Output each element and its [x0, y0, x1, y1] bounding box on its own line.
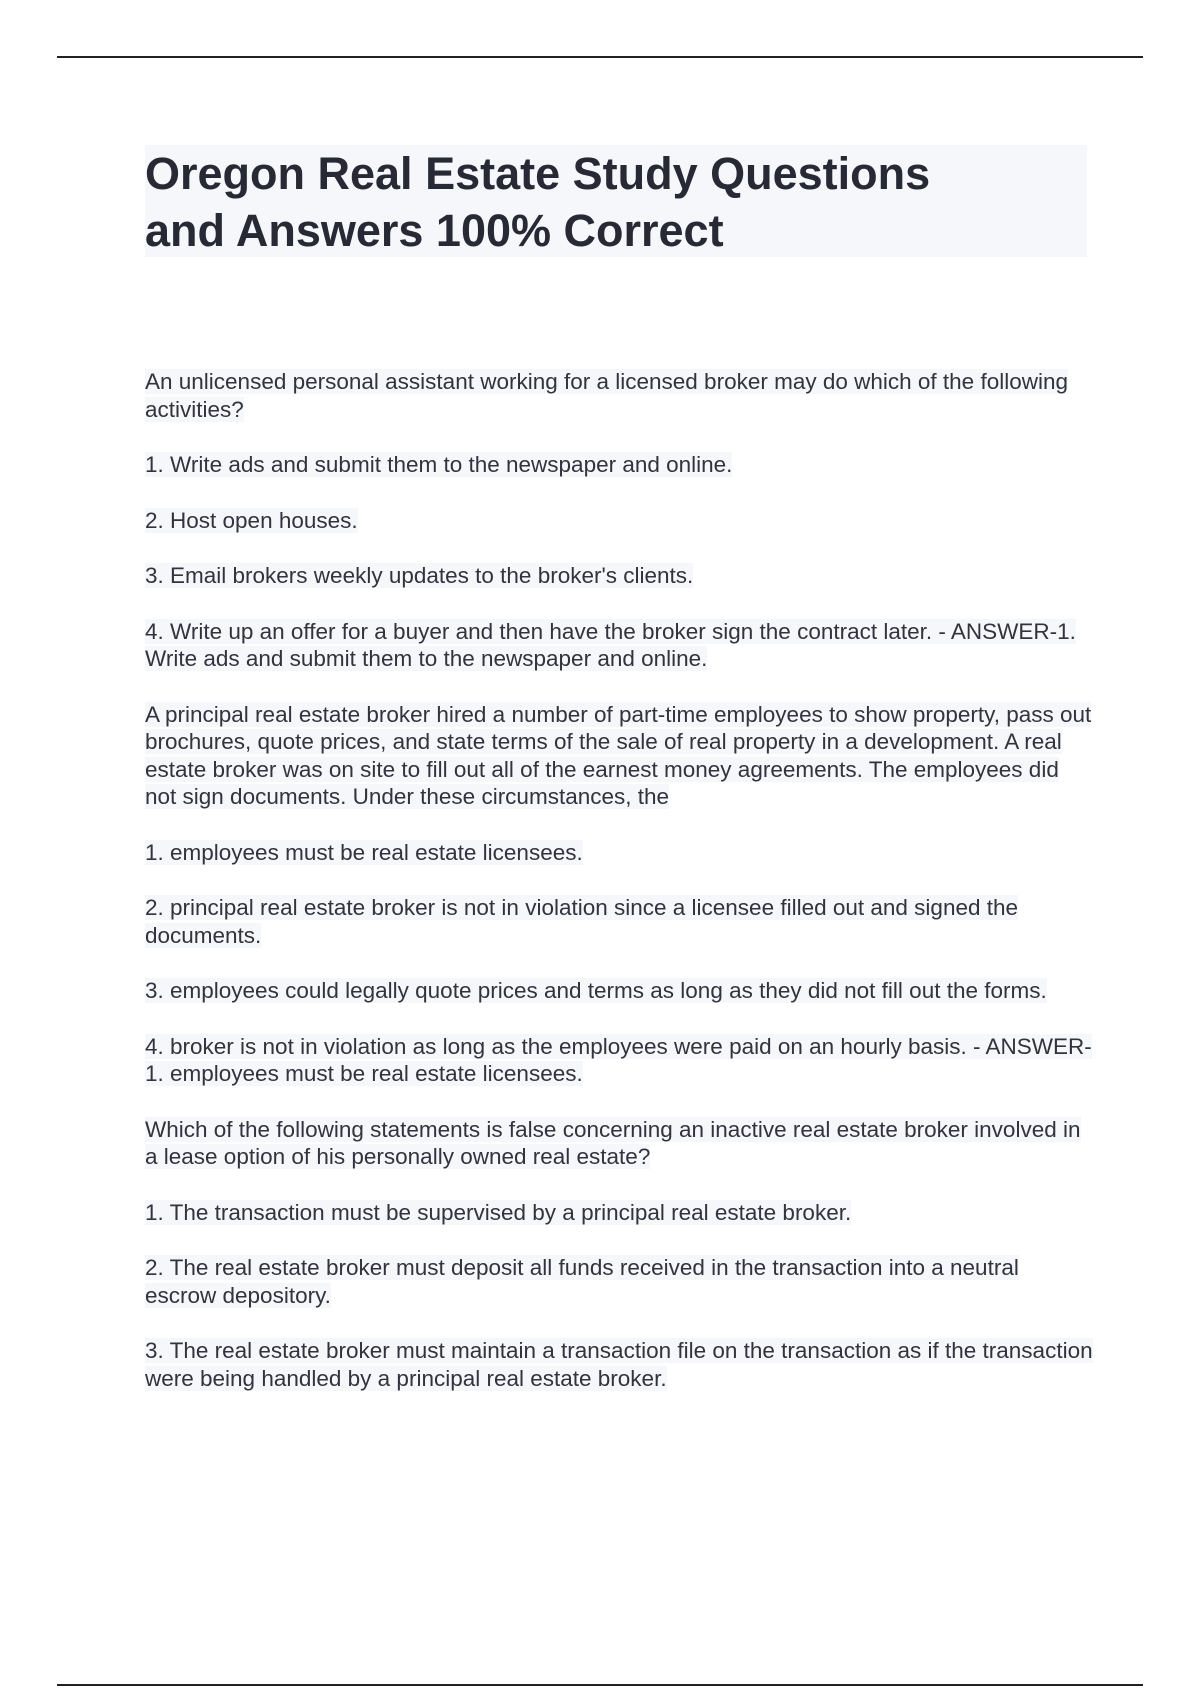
question-1-option-4-answer: 4. Write up an offer for a buyer and then have the broker sign the contract later. - ANSWER-1. Write ads and submit them to the newspaper and online. — [145, 618, 1076, 671]
question-3-prompt: Which of the following statements is false concerning an inactive real estate broker involved in a lease option of his personally owned real estate? — [145, 1116, 1081, 1169]
question-2-option-2: 2. principal real estate broker is not in violation since a licensee filled out and signed the documents. — [145, 895, 1019, 948]
top-divider — [57, 56, 1143, 58]
title-block — [145, 145, 1087, 257]
question-2-option-1: 1. employees must be real estate licensees. — [145, 839, 583, 865]
question-1-option-3: 3. Email brokers weekly updates to the broker's clients. — [145, 563, 694, 588]
question-2-option-4-answer: 4. broker is not in violation as long as the employees were paid on an hourly basis. - ANSWER-1. employees must be real estate licensees. — [145, 1033, 1092, 1086]
question-3-option-3: 3. The real estate broker must maintain a transaction file on the transaction as if the transaction were being handled by a principal real estate broker. — [145, 1338, 1093, 1391]
document-body — [145, 368, 1095, 1420]
question-1-option-1: 1. Write ads and submit them to the newspaper and online. — [145, 452, 733, 477]
question-2-option-3: 3. employees could legally quote prices and terms as long as they did not fill out the forms. — [145, 978, 1047, 1003]
question-3-option-1: 1. The transaction must be supervised by a principal real estate broker. — [145, 1199, 852, 1225]
question-3-option-2: 2. The real estate broker must deposit all funds received in the transaction into a neutral escrow depository. — [145, 1255, 1019, 1308]
question-1-option-2: 2. Host open houses. — [145, 507, 358, 533]
page-title-line-1: Oregon Real Estate Study Questions — [145, 148, 931, 199]
question-2-prompt: A principal real estate broker hired a number of part-time employees to show property, pass out brochures, quote prices, and state terms of the sale of real property in a development. A real estate broker was on site to fill out all of the earnest money agreements. The employees did not sign documents. Under these circumstances, the — [145, 701, 1092, 809]
question-1-prompt: An unlicensed personal assistant working for a licensed broker may do which of the following activities? — [145, 369, 1068, 422]
page-title-line-2: and Answers 100% Correct — [145, 205, 724, 256]
bottom-divider — [57, 1684, 1143, 1686]
